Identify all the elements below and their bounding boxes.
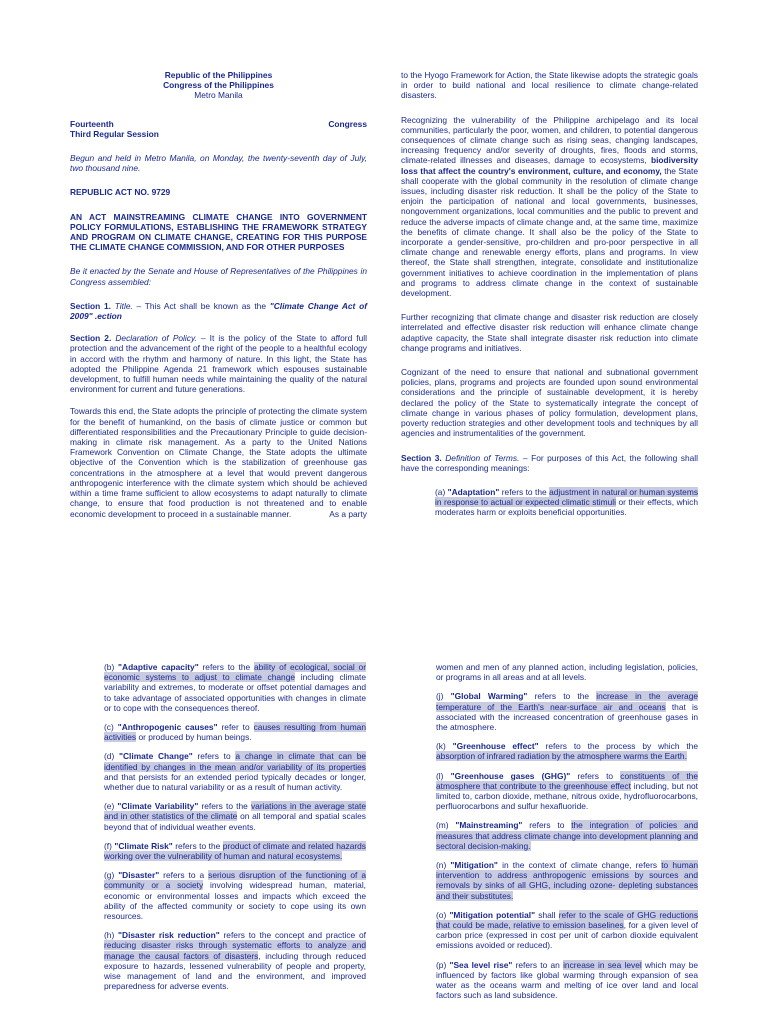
definition-p	[436, 960, 698, 1001]
page2-right-column	[436, 662, 698, 1009]
def-a-term: "Adaptation"	[447, 486, 500, 497]
definition-c	[104, 722, 366, 742]
def-o-post: , for a given level of carbon price (expressed in cost per unit of carbon dioxide equivalent emissions avoided or reduced).	[436, 920, 698, 951]
recognizing-bold: biodiversity loss that affect the country's environment, culture, and economy,	[401, 155, 698, 176]
def-j-post: that is associated with the increased concentration of greenhouse gases in the atmosphere.	[436, 701, 698, 733]
further-paragraph: Further recognizing that climate change and disaster risk reduction are closely interrelated and effective disaster risk reduction will enhance climate change adaptive capacity, the State shall integrate disaster risk reduction into climate change programs and initiatives.	[401, 312, 698, 353]
def-b-prefix: (b)	[104, 662, 119, 672]
def-h-highlight: reducing disaster risks through systematic efforts to analyze and manage the causal factors of disasters	[104, 940, 366, 961]
towards-text: Towards this end, the State adopts the principle of protecting the climate system for the benefit of humankind, on the basis of climate justice or common but differentiated responsibilities and the Precautionary Principle to guide decision-making in climate risk management. As a party to the United Nations Framework Convention on Climate Change, the State adopts the ultimate objective of the Convention which is the stabilization of greenhouse gas concentrations in the atmosphere at a level that would prevent dangerous anthropogenic interference with the climate system which should be achieved within a time frame sufficient to allow ecosystems to adapt naturally to climate change, to ensure that food production is not threatened and to enable economic development to proceed in a sustainable manner.	[70, 406, 367, 519]
def-n-term: "Mitigation"	[450, 860, 498, 871]
definition-k	[436, 741, 698, 761]
def-l-term: "Greenhouse gases (GHG)"	[450, 770, 571, 781]
def-j-term: "Global Warming"	[450, 691, 528, 702]
def-d-prefix: (d)	[104, 751, 120, 762]
def-b-term: "Adaptive capacity"	[118, 662, 199, 672]
definition-l	[436, 771, 698, 812]
definition-j	[436, 691, 698, 732]
act-number: REPUBLIC ACT NO. 9729	[70, 187, 171, 198]
def-o-term: "Mitigation potential"	[449, 909, 536, 920]
def-d-mid: refers to	[192, 751, 236, 762]
def-n-highlight: to human intervention to address anthropogenic emissions by sources and removals by sinks of all GHG, including ozone- depleting substances and their substitutes.	[436, 860, 699, 901]
enacting-clause: Be it enacted by the Senate and House of Representatives of the Philippines in Congress assembled:	[70, 266, 367, 287]
def-e-mid: refers to the	[198, 801, 251, 812]
hyogo-paragraph: to the Hyogo Framework for Action, the State likewise adopts the strategic goals in order to build national and local resilience to climate change-related disasters.	[401, 70, 698, 101]
congress-label: Congress	[328, 118, 367, 129]
def-e-term: "Climate Variability"	[117, 801, 199, 812]
def-j-mid: refers to the	[527, 691, 597, 702]
def-b-mid: refers to the	[198, 662, 254, 672]
definition-h	[104, 930, 366, 991]
def-d-term: "Climate Change"	[119, 751, 193, 762]
def-j-highlight: increase in the average temperature of the Earth's near-surface air and oceans	[436, 691, 699, 712]
congress-ordinal: Fourteenth	[70, 118, 114, 129]
def-l-mid: refers to	[570, 770, 621, 781]
section-1-text: – This Act shall be known as the	[132, 300, 270, 311]
definition-m	[436, 820, 698, 851]
definition-i-continued: women and men of any planned action, including legislation, policies, or programs in all areas and at all levels.	[436, 662, 698, 683]
begun-statement: Begun and held in Metro Manila, on Monday, the twenty-seventh day of July, two thousand nine.	[70, 153, 367, 174]
definition-g	[104, 870, 366, 921]
as-party-text: As a party	[329, 508, 367, 519]
def-n-prefix: (n)	[436, 860, 451, 871]
definition-e	[104, 801, 366, 832]
def-a-post: or their effects, which moderates harm or exploits beneficial opportunities.	[435, 497, 698, 518]
def-m-prefix: (m)	[436, 820, 456, 831]
def-n-mid: in the context of climate change, refers	[497, 860, 662, 871]
def-a-highlight: adjustment in natural or human systems in response to actual or expected climatic stimuli	[435, 486, 699, 508]
section-2-title: Declaration of Policy.	[115, 333, 197, 344]
section-1	[70, 301, 367, 321]
section-1-name: "Climate Change Act of 2009" .ection	[70, 300, 367, 322]
header-republic: Republic of the Philippines	[164, 70, 273, 80]
def-o-mid: shall	[535, 909, 559, 920]
act-title: AN ACT MAINSTREAMING CLIMATE CHANGE INTO GOVERNMENT POLICY FORMULATIONS, ESTABLISHING THE FRAMEWORK STRATEGY AND PROGRAM ON CLIMATE CHANGE, CREATING FOR THIS PURPOSE THE CLIMATE CHANGE COMMISSION, AND FOR OTHER PURPOSES	[70, 211, 367, 253]
def-j-prefix: (j)	[436, 691, 451, 702]
recognizing-paragraph	[401, 115, 698, 299]
section-3-title: Definition of Terms.	[445, 452, 520, 463]
towards-paragraph	[70, 406, 367, 518]
section-3-text: – For purposes of this Act, the following shall have the corresponding meanings:	[401, 452, 698, 473]
def-d-post: and that persists for an extended period typically decades or longer, whether due to natural variability or as a result of human activity.	[104, 771, 366, 793]
def-p-term: "Sea level rise"	[449, 959, 513, 970]
def-c-highlight: causes resulting from human activities	[104, 722, 366, 743]
section-3-label: Section 3.	[401, 452, 442, 463]
def-k-mid: refers to the process by which the	[538, 741, 698, 752]
recognizing-text-a: Recognizing the vulnerability of the Philippine archipelago and its local communities, particularly the poor, women, and children, to potential dangerous consequences of climate change such as rising seas, changing landscapes, increasing frequency and/or severity of droughts, fires, floods and storms, climate-related illnesses and diseases, damage to ecosystems,	[401, 114, 698, 166]
def-c-prefix: (c)	[104, 722, 118, 733]
def-p-highlight: increase in sea level	[563, 959, 642, 970]
definition-f	[104, 841, 366, 861]
definition-a	[401, 487, 698, 518]
document-page-2	[0, 650, 768, 1024]
def-h-post: , including through reduced exposure to hazards, lessened vulnerability of people and property, wise management of land and the environment, and improved preparedness for adverse events.	[104, 950, 366, 992]
def-e-highlight: variations in the average state and in other statistics of the climate	[104, 801, 367, 822]
def-p-post: which may be influenced by factors like global warming through expansion of sea water as the oceans warm and melting of ice over land and local factors such as land subsidence.	[436, 959, 699, 1001]
session-line: Third Regular Session	[70, 128, 159, 139]
def-f-highlight: product of climate and related hazards working over the vulnerability of human and natural ecosystems.	[104, 840, 366, 862]
header-location: Metro Manila	[194, 90, 243, 101]
def-o-highlight: refer to the scale of GHG reductions that could be made, relative to emission baselines	[436, 909, 699, 931]
def-g-mid: refers to a	[159, 870, 209, 881]
def-h-mid: refers to the concept and practice of	[219, 930, 366, 941]
def-e-prefix: (e)	[104, 801, 118, 812]
definition-d	[104, 751, 366, 792]
def-a-mid: refers to the	[499, 486, 550, 497]
section-3	[401, 453, 698, 473]
def-g-term: "Disaster"	[118, 870, 160, 881]
def-g-prefix: (g)	[104, 870, 119, 881]
page2-left-column	[104, 662, 366, 1000]
def-b-post: including climate variability and extremes, to moderate or offset potential damages and to take advantage of associated opportunities with changes in climate or to cope with the consequences thereof.	[104, 672, 366, 713]
definition-n	[436, 860, 698, 901]
recognizing-text-b: the State shall cooperate with the global community in the resolution of climate change issues, including disaster risk reduction. It shall be the policy of the State to enjoin the participation of national and local governments, businesses, nongovernment organizations, local communities and the public to prevent and reduce the adverse impacts of climate change and, at the same time, maximize the benefits of climate change. It shall also be the policy of the State to incorporate a gender-sensitive, pro-children and pro-poor perspective in all climate change and renewable energy efforts, plans and programs. In view thereof, the State shall strengthen, integrate, consolidate and institutionalize government initiatives to achieve coordination in the implementation of plans and programs to address climate change in the context of sustainable development.	[401, 165, 698, 299]
def-f-term: "Climate Risk"	[114, 840, 173, 851]
section-2	[70, 333, 367, 394]
def-k-prefix: (k)	[436, 741, 453, 752]
def-c-term: "Anthropogenic causes"	[117, 722, 218, 733]
section-2-text: It is the policy of the State to afford full protection and the advancement of the right of the people to a healthful ecology in accord with the rhythm and harmony of nature. In this light, the State has adopted the Philippine Agenda 21 framework which espouses sustainable development, to fulfill human needs while maintaining the quality of the natural environment for current and future generations.	[70, 333, 368, 395]
def-p-prefix: (p)	[436, 959, 450, 970]
def-h-term: "Disaster risk reduction"	[118, 930, 220, 941]
def-m-highlight: the integration of policies and measures that address climate change into development planning and sectoral decision-making.	[436, 820, 699, 851]
def-p-mid: refers to an	[512, 959, 564, 970]
def-g-highlight: serious disruption of the functioning of a community or a society	[104, 870, 367, 891]
def-h-prefix: (h)	[104, 930, 119, 941]
def-f-prefix: (f)	[104, 840, 115, 851]
def-l-prefix: (l)	[436, 770, 451, 781]
def-e-post: on all temporal and spatial scales beyond that of individual weather events.	[104, 811, 366, 832]
def-b-highlight: ability of ecological, social or economic systems to adjust to climate change	[104, 662, 367, 683]
page1-left-column	[70, 70, 367, 528]
section-2-label: Section 2.	[70, 333, 112, 344]
def-a-prefix: (a)	[435, 486, 448, 497]
def-m-term: "Mainstreaming"	[455, 820, 523, 831]
congress-row	[70, 119, 367, 129]
def-l-post: including, but not limited to, carbon dioxide, methane, nitrous oxide, hydrofluorocarbons, perfluorocarbons and sulfur hexafluoride.	[436, 780, 698, 812]
definition-b	[104, 662, 366, 713]
def-k-highlight: absorption of infrared radiation by the atmosphere warms the Earth.	[436, 751, 687, 762]
header-congress: Congress of the Philippines	[163, 80, 274, 91]
definition-o	[436, 910, 698, 951]
def-c-mid: refer to	[217, 722, 254, 733]
def-c-post: or produced by human beings.	[136, 732, 252, 743]
page1-right-column	[401, 70, 698, 527]
def-k-term: "Greenhouse effect"	[452, 741, 539, 752]
def-m-mid: refers to	[522, 820, 572, 831]
section-1-label: Section 1.	[70, 300, 111, 311]
def-g-post: involving widespread human, material, economic or environmental losses and impacts which exceed the ability of the affected community or society to cope using its own resources.	[104, 880, 367, 922]
def-d-highlight: a change in climate that can be identified by changes in the mean and/or variability of its properties	[104, 751, 367, 772]
def-l-highlight: constituents of the atmosphere that contribute to the greenhouse effect	[436, 770, 698, 791]
cognizant-paragraph: Cognizant of the need to ensure that national and subnational government policies, plans, programs and projects are founded upon sound environmental considerations and the principle of sustainable development, it is hereby declared the policy of the State to systematically integrate the concept of climate change in various phases of policy formulation, development plans, poverty reduction strategies and other development tools and techniques by all agencies and instrumentalities of the government.	[401, 367, 698, 439]
def-o-prefix: (o)	[436, 909, 450, 920]
section-1-title: Title.	[114, 300, 133, 311]
section-2-dash: –	[196, 333, 210, 344]
def-f-mid: refers to the	[172, 840, 223, 851]
